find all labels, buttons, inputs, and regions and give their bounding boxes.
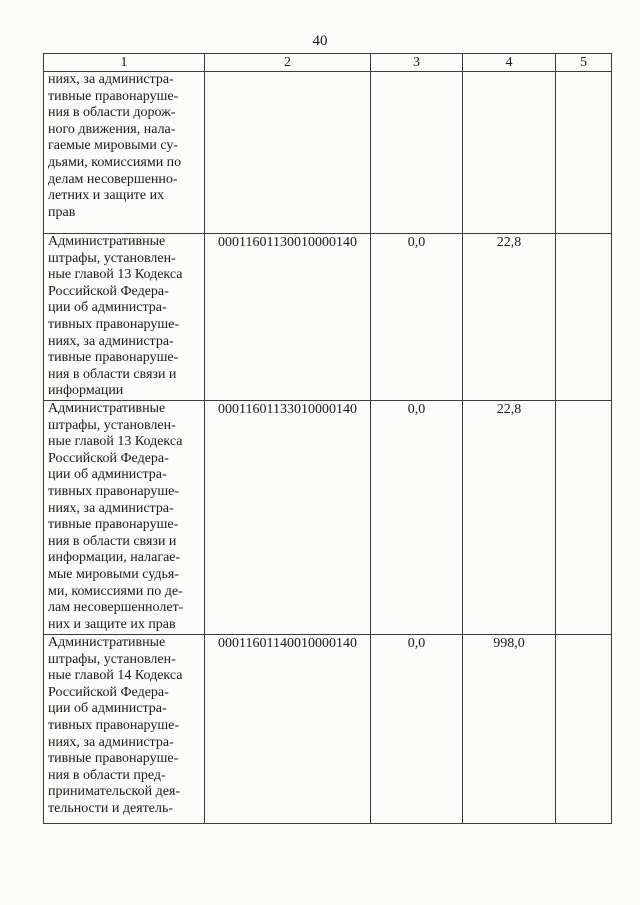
description-line: ные главой 14 Кодекса <box>48 668 183 684</box>
description-line: штрафы, установлен- <box>48 250 176 266</box>
column-header-4: 4 <box>463 54 556 72</box>
description-line: тивные правонаруше- <box>48 88 179 104</box>
description-line: Российской Федера- <box>48 283 169 299</box>
revenue-description <box>44 72 205 234</box>
column-header-3: 3 <box>371 54 463 72</box>
description-line: Административные <box>48 401 166 416</box>
description-line: дьями, комиссиями по <box>48 154 182 170</box>
description-line: ми, комиссиями по де- <box>48 583 183 599</box>
description-line: Административные <box>48 635 166 650</box>
description-line: ниях, за администра- <box>48 333 174 349</box>
description-line: тивных правонаруше- <box>48 316 180 332</box>
description-line: гаемые мировыми су- <box>48 138 179 154</box>
description-line: Российской Федера- <box>48 450 169 466</box>
value-col4-cell: 998,0 <box>463 635 556 824</box>
value-col3-cell: 0,0 <box>371 635 463 824</box>
description-line: мые мировыми судья- <box>48 566 179 582</box>
description-line: Российской Федера- <box>48 684 169 700</box>
description-line: Административные <box>48 234 166 249</box>
revenue-description <box>44 234 205 401</box>
column-number-header <box>44 54 612 72</box>
table-row <box>44 72 612 234</box>
description-line: ные главой 13 Кодекса <box>48 267 183 283</box>
table-row <box>44 234 612 401</box>
description-line: тельности и деятель- <box>48 800 174 816</box>
description-line: ниях, за администра- <box>48 734 174 750</box>
revenue-description <box>44 635 205 824</box>
budget-code-cell <box>205 72 371 234</box>
value-col3-cell: 0,0 <box>371 401 463 635</box>
budget-code-cell: 00011601140010000140 <box>205 635 371 824</box>
description-line: прав <box>48 204 76 220</box>
value-col4-cell <box>463 72 556 234</box>
value-col4-cell: 22,8 <box>463 401 556 635</box>
description-line: делам несовершенно- <box>48 171 178 187</box>
description-line: ния в области пред- <box>48 767 166 783</box>
value-col3-cell <box>371 72 463 234</box>
description-line: ниях, за администра- <box>48 72 174 87</box>
description-line: ния в области дорож- <box>48 105 176 121</box>
description-line: ного движения, нала- <box>48 121 176 137</box>
description-line: тивные правонаруше- <box>48 517 179 533</box>
description-line: тивные правонаруше- <box>48 751 179 767</box>
table-row <box>44 635 612 824</box>
description-line: летних и защите их <box>48 188 165 204</box>
description-line: ции об администра- <box>48 467 167 483</box>
description-line: тивных правонаруше- <box>48 717 180 733</box>
value-col5-cell <box>556 234 612 401</box>
revenue-description <box>44 401 205 635</box>
value-col5-cell <box>556 72 612 234</box>
value-col3-cell: 0,0 <box>371 234 463 401</box>
budget-code-cell: 00011601133010000140 <box>205 401 371 635</box>
column-header-5: 5 <box>556 54 612 72</box>
column-header-1: 1 <box>44 54 205 72</box>
budget-code-cell: 00011601130010000140 <box>205 234 371 401</box>
description-line: ции об администра- <box>48 701 167 717</box>
description-line: штрафы, установлен- <box>48 651 176 667</box>
value-col5-cell <box>556 401 612 635</box>
description-line: принимательской дея- <box>48 784 181 800</box>
description-line: информации, налагае- <box>48 550 181 566</box>
value-col5-cell <box>556 635 612 824</box>
description-line: ния в области связи и <box>48 366 177 382</box>
description-line: информации <box>48 383 124 399</box>
description-line: них и защите их прав <box>48 616 176 632</box>
column-header-2: 2 <box>205 54 371 72</box>
description-line: ниях, за администра- <box>48 500 174 516</box>
description-line: штрафы, установлен- <box>48 417 176 433</box>
description-line: тивные правонаруше- <box>48 350 179 366</box>
description-line: ния в области связи и <box>48 533 177 549</box>
description-line: ции об администра- <box>48 300 167 316</box>
page-number: 40 <box>312 33 328 49</box>
description-line: лам несовершеннолет- <box>48 600 184 616</box>
budget-table <box>43 53 612 824</box>
value-col4-cell: 22,8 <box>463 234 556 401</box>
table-row <box>44 401 612 635</box>
description-line: тивных правонаруше- <box>48 483 180 499</box>
description-line: ные главой 13 Кодекса <box>48 434 183 450</box>
